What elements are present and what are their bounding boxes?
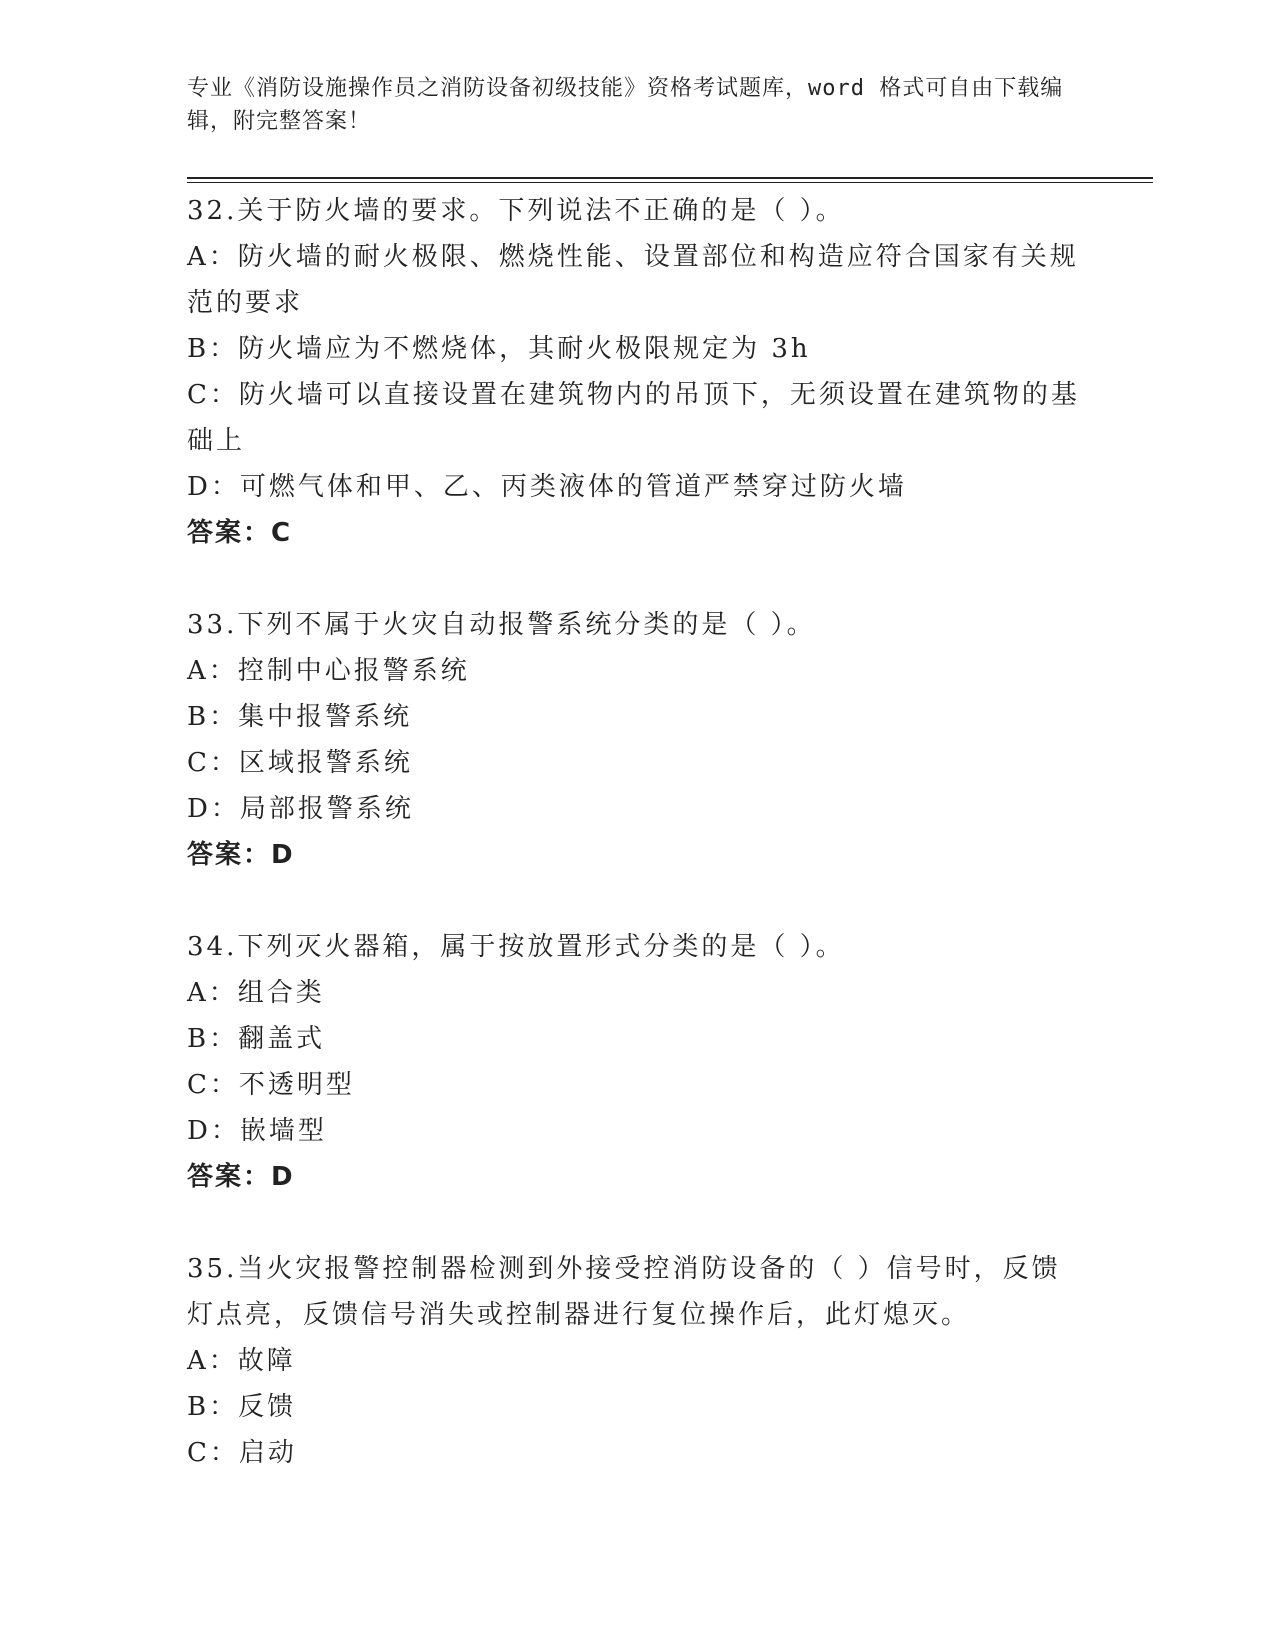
option-c: C：防火墙可以直接设置在建筑物内的吊顶下，无须设置在建筑物的基础上 xyxy=(187,380,1080,456)
question-34 xyxy=(187,924,1087,1200)
option-a: A：组合类 xyxy=(187,978,325,1008)
question-32 xyxy=(187,188,1087,556)
option-b: B：反馈 xyxy=(187,1392,297,1422)
answer-line: 答案：D xyxy=(187,1162,295,1192)
question-stem: 34.下列灭火器箱，属于按放置形式分类的是（ ）。 xyxy=(187,932,845,962)
option-c: C：启动 xyxy=(187,1438,297,1468)
option-d: D：嵌墙型 xyxy=(187,1116,327,1146)
option-b: B：集中报警系统 xyxy=(187,702,413,732)
option-d: D：可燃气体和甲、乙、丙类液体的管道严禁穿过防火墙 xyxy=(187,472,907,502)
header-divider-thin xyxy=(187,182,1153,183)
option-d: D：局部报警系统 xyxy=(187,794,414,824)
option-c: C：不透明型 xyxy=(187,1070,355,1100)
option-b: B：防火墙应为不燃烧体，其耐火极限规定为 3h xyxy=(187,334,811,364)
question-stem: 32.关于防火墙的要求。下列说法不正确的是（ ）。 xyxy=(187,196,845,226)
question-33 xyxy=(187,602,1087,878)
document-header: 专业《消防设施操作员之消防设备初级技能》资格考试题库，word 格式可自由下载编辑，附完整答案！ xyxy=(187,76,1064,134)
option-c: C：区域报警系统 xyxy=(187,748,413,778)
option-b: B：翻盖式 xyxy=(187,1024,326,1054)
header-divider-thick xyxy=(187,177,1153,179)
option-a: A：防火墙的耐火极限、燃烧性能、设置部位和构造应符合国家有关规范的要求 xyxy=(187,242,1079,318)
question-list xyxy=(187,188,1087,1476)
question-stem: 35.当火灾报警控制器检测到外接受控消防设备的（ ）信号时，反馈灯点亮，反馈信号消失或控制器进行复位操作后，此灯熄灭。 xyxy=(187,1254,1061,1330)
answer-line: 答案：D xyxy=(187,840,295,870)
answer-line: 答案：C xyxy=(187,518,293,548)
option-a: A：控制中心报警系统 xyxy=(187,656,470,686)
question-stem: 33.下列不属于火灾自动报警系统分类的是（ ）。 xyxy=(187,610,816,640)
question-35 xyxy=(187,1246,1087,1476)
option-a: A：故障 xyxy=(187,1346,296,1376)
